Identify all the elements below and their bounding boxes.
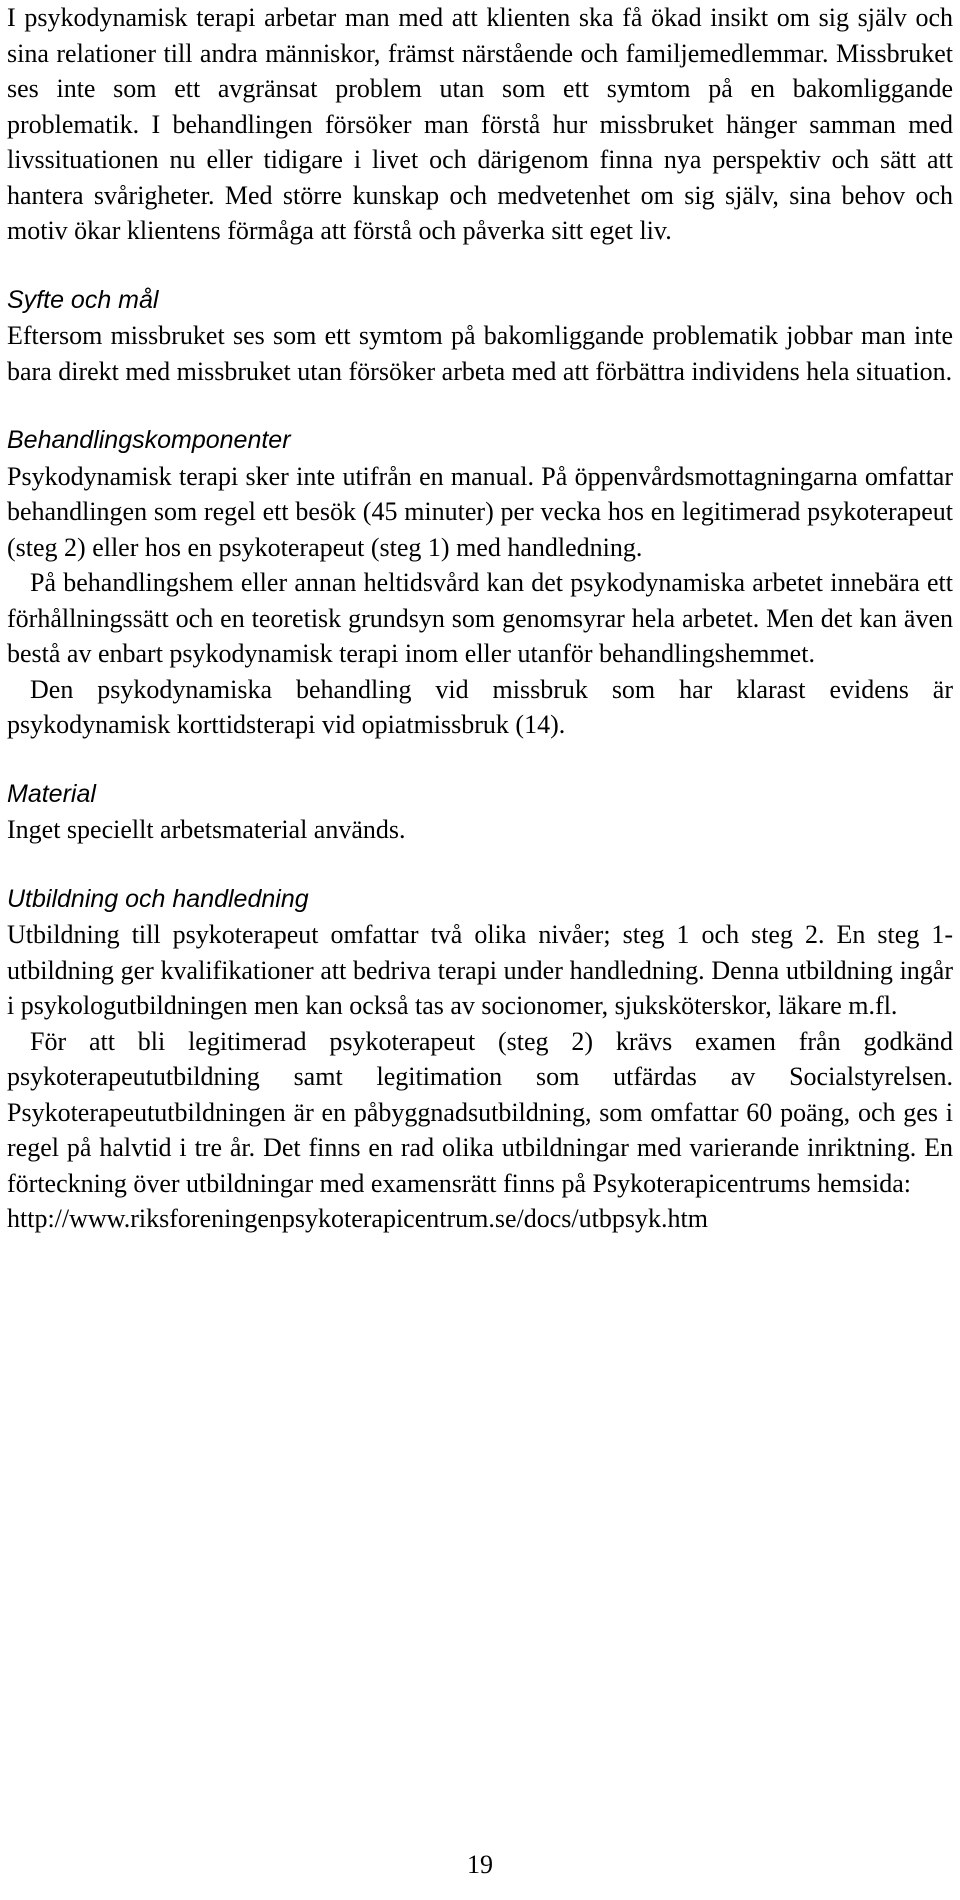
purpose-paragraph: Eftersom missbruket ses som ett symtom på bakomliggande problematik jobbar man inte bara direkt med missbruket utan försöker arbeta med att förbättra individens hela situation. xyxy=(7,321,953,386)
material-paragraph: Inget speciellt arbetsmaterial används. xyxy=(7,815,406,844)
document-page xyxy=(7,0,953,1237)
page-number: 19 xyxy=(467,1850,493,1879)
section-heading-purpose: Syfte och mål xyxy=(7,285,159,314)
section-training xyxy=(7,882,953,1237)
training-paragraph-1: Utbildning till psykoterapeut omfattar två olika nivåer; steg 1 och steg 2. En steg 1-utbildning ger kvalifikationer att bedriva terapi under handledning. Denna utbildning ingår i psykologutbildningen men kan också tas av socionomer, sjuksköterskor, läkare m.fl. xyxy=(7,920,953,1020)
section-heading-training: Utbildning och handledning xyxy=(7,884,309,913)
intro-paragraph: I psykodynamisk terapi arbetar man med att klienten ska få ökad insikt om sig själv och sina relationer till andra människor, främst närstående och familjemedlemmar. Missbruket ses inte som ett avgränsat problem utan som ett symtom på en bakomliggande problematik. I behandlingen försöker man förstå hur missbruket hänger samman med livssituationen nu eller tidigare i livet och därigenom finna nya perspektiv och sätt att hantera svårigheter. Med större kunskap och medvetenhet om sig själv, sina behov och motiv ökar klientens förmåga att förstå och påverka sitt eget liv. xyxy=(7,3,953,245)
section-material xyxy=(7,777,953,848)
section-heading-components: Behandlingskomponenter xyxy=(7,426,291,454)
training-url: http://www.riksforeningenpsykoterapicentrum.se/docs/utbpsyk.htm xyxy=(7,1204,708,1233)
section-components xyxy=(7,423,953,743)
training-paragraph-2: För att bli legitimerad psykoterapeut (steg 2) krävs examen från godkänd psykoterapeututbildning samt legitimation som utfärdas av Socialstyrelsen. Psykoterapeututbildningen är en påbyggnadsutbildning, som omfattar 60 poäng, och ges i regel på halvtid i tre år. Det finns en rad olika utbildningar med varierande inriktning. En förteckning över utbildningar med examensrätt finns på Psykoterapicentrums hemsida: xyxy=(7,1026,953,1198)
components-paragraph-2: På behandlingshem eller annan heltidsvård kan det psykodynamiska arbetet innebära ett förhållningssätt och en teoretisk grundsyn som genomsyrar hela arbetet. Men det kan även bestå av enbart psykodynamisk terapi inom eller utanför behandlingshemmet. xyxy=(7,568,953,668)
components-paragraph-3: Den psykodynamiska behandling vid missbruk som har klarast evidens är psykodynamisk korttidsterapi vid opiatmissbruk (14). xyxy=(7,674,953,739)
section-heading-material: Material xyxy=(7,779,96,808)
section-purpose xyxy=(7,283,953,390)
components-paragraph-1: Psykodynamisk terapi sker inte utifrån en manual. På öppenvårdsmottagningarna omfattar behandlingen som regel ett besök (45 minuter) per vecka hos en legitimerad psykoterapeut (steg 2) eller hos en psykoterapeut (steg 1) med handledning. xyxy=(7,461,953,562)
